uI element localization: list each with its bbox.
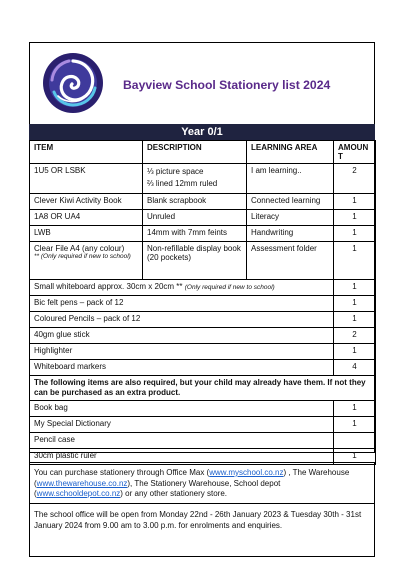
item-cell: Clever Kiwi Activity Book xyxy=(30,194,143,210)
amount-cell: 2 xyxy=(334,328,376,344)
school-logo xyxy=(42,52,104,114)
table-row xyxy=(30,312,376,328)
office-hours-info: The school office will be open from Monday 22nd - 26th January 2023 & Tuesday 30th - 31st January 2024 from 9.00 am to 3.00 p.m. for enrolments and enquiries. xyxy=(34,510,362,530)
amount-cell: 1 xyxy=(334,280,376,296)
table-row xyxy=(30,164,376,194)
learning-area-cell: Literacy xyxy=(247,210,334,226)
item-note: (Only required if new to school) xyxy=(184,284,275,291)
stationery-table xyxy=(29,140,376,465)
purchase-text: ), The Stationery Warehouse, School depot ( xyxy=(34,478,281,498)
table-row xyxy=(30,417,376,433)
amount-cell: 1 xyxy=(334,194,376,210)
description-cell: Non-refillable display book (20 pockets) xyxy=(143,242,247,280)
amount-cell xyxy=(334,433,376,449)
table-header-row xyxy=(30,141,376,164)
table-row xyxy=(30,210,376,226)
table-row xyxy=(30,328,376,344)
amount-cell: 1 xyxy=(334,344,376,360)
link-schooldepot[interactable]: www.schooldepot.co.nz xyxy=(36,489,121,498)
column-header-learning-area: LEARNING AREA xyxy=(247,141,334,164)
table-row xyxy=(30,280,376,296)
purchase-text: ) or any other stationery store. xyxy=(120,489,227,498)
table-row xyxy=(30,344,376,360)
purchase-info xyxy=(34,468,370,500)
item-cell: My Special Dictionary xyxy=(30,417,334,433)
table-row xyxy=(30,226,376,242)
amount-cell: 1 xyxy=(334,296,376,312)
link-thewarehouse[interactable]: www.thewarehouse.co.nz xyxy=(36,478,128,488)
page-title: Bayview School Stationery list 2024 xyxy=(123,78,331,92)
item-cell: Whiteboard markers xyxy=(30,360,334,376)
column-header-item: ITEM xyxy=(30,141,143,164)
item-cell: 1U5 OR LSBK xyxy=(30,164,143,194)
link-myschool[interactable]: www.myschool.co.nz xyxy=(209,468,284,477)
learning-area-cell: Connected learning xyxy=(247,194,334,210)
extra-items-notice: The following items are also required, but your child may already have them. If not they can be purchased as an extra product. xyxy=(30,376,376,401)
description-cell xyxy=(143,164,247,194)
amount-cell: 4 xyxy=(334,360,376,376)
column-header-description: DESCRIPTION xyxy=(143,141,247,164)
amount-cell: 1 xyxy=(334,210,376,226)
item-cell: Coloured Pencils – pack of 12 xyxy=(30,312,334,328)
description-cell: 14mm with 7mm feints xyxy=(143,226,247,242)
info-box xyxy=(29,462,375,557)
table-row xyxy=(30,360,376,376)
description-cell: Unruled xyxy=(143,210,247,226)
amount-cell: 1 xyxy=(334,417,376,433)
amount-cell: 2 xyxy=(334,164,376,194)
notice-row xyxy=(30,376,376,401)
amount-cell: 1 xyxy=(334,312,376,328)
divider xyxy=(30,503,374,504)
item-label: Small whiteboard approx. 30cm x 20cm ** xyxy=(34,282,183,291)
table-row xyxy=(30,194,376,210)
description-cell: Blank scrapbook xyxy=(143,194,247,210)
item-cell: Bic felt pens – pack of 12 xyxy=(30,296,334,312)
column-header-amount: AMOUN T xyxy=(334,141,376,164)
item-cell: LWB xyxy=(30,226,143,242)
learning-area-cell: Assessment folder xyxy=(247,242,334,280)
item-cell: 30cm plastic ruler xyxy=(30,449,334,465)
item-cell xyxy=(30,242,143,280)
table-row xyxy=(30,433,376,449)
amount-cell: 1 xyxy=(334,226,376,242)
purchase-text: ) , The Warehouse ( xyxy=(34,468,350,488)
purchase-text: You can purchase stationery through Office Max ( xyxy=(34,468,210,477)
description-line: ⅓ picture space xyxy=(147,167,204,176)
item-cell: Pencil case xyxy=(30,433,334,449)
item-cell: 1A8 OR UA4 xyxy=(30,210,143,226)
table-row xyxy=(30,242,376,280)
year-heading: Year 0/1 xyxy=(29,124,375,140)
learning-area-cell: I am learning.. xyxy=(247,164,334,194)
table-row xyxy=(30,401,376,417)
item-cell: Book bag xyxy=(30,401,334,417)
item-cell: Highlighter xyxy=(30,344,334,360)
learning-area-cell: Handwriting xyxy=(247,226,334,242)
amount-cell: 1 xyxy=(334,242,376,280)
item-cell xyxy=(30,280,334,296)
item-cell: 40gm glue stick xyxy=(30,328,334,344)
item-note: ** (Only required if new to school) xyxy=(34,253,131,260)
description-line: ⅔ lined 12mm ruled xyxy=(147,179,218,188)
item-label: Clear File A4 (any colour) xyxy=(34,244,125,253)
amount-cell: 1 xyxy=(334,449,376,465)
table-row xyxy=(30,296,376,312)
amount-cell: 1 xyxy=(334,401,376,417)
